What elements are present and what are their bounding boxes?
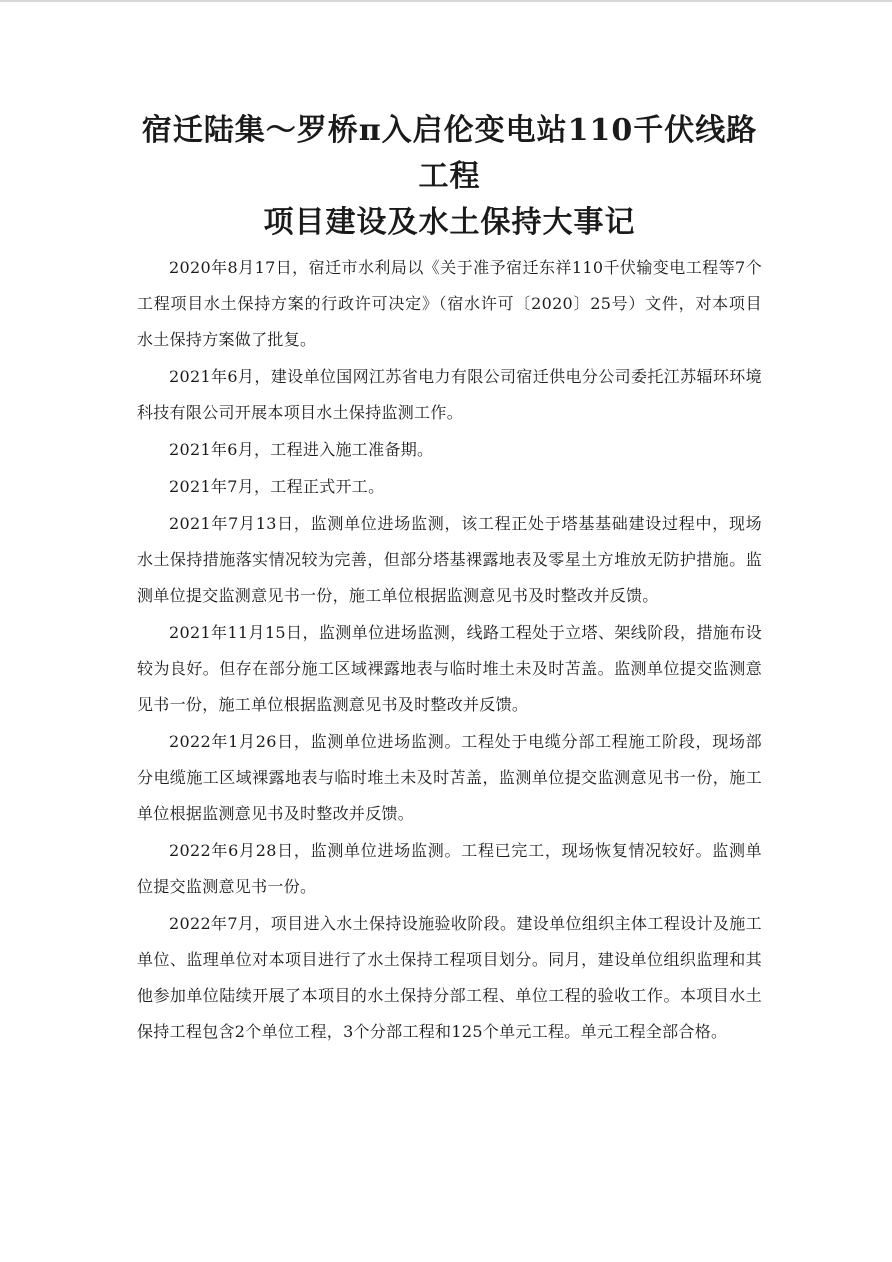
title-line-1: 宿迁陆集～罗桥π入启伦变电站110千伏线路 (141, 113, 758, 148)
paragraph-2: 2021年6月，建设单位国网江苏省电力有限公司宿迁供电分公司委托江苏辐环环境科技有限公司开展本项目水土保持监测工作。 (137, 367, 762, 422)
paragraph-3: 2021年6月，工程进入施工准备期。 (169, 440, 434, 459)
document-title (137, 108, 762, 200)
paragraph-1: 2020年8月17日，宿迁市水利局以《关于准予宿迁东祥110千伏输变电工程等7个工程项目水土保持方案的行政许可决定》（宿水许可〔2020〕25号）文件，对本项目水土保持方案做了批复。 (137, 258, 762, 349)
paragraph-8: 2022年6月28日，监测单位进场监测。工程已完工，现场恢复情况较好。监测单位提交监测意见书一份。 (137, 841, 762, 896)
paragraph-5: 2021年7月13日，监测单位进场监测，该工程正处于塔基基础建设过程中，现场水土保持措施落实情况较为完善，但部分塔基裸露地表及零星土方堆放无防护措施。监测单位提交监测意见书一份，施工单位根据监测意见书及时整改并反馈。 (137, 514, 762, 605)
document-subtitle: 项目建设及水土保持大事记 (263, 205, 636, 240)
paragraph-9: 2022年7月，项目进入水土保持设施验收阶段。建设单位组织主体工程设计及施工单位、监理单位对本项目进行了水土保持工程项目划分。同月，建设单位组织监理和其他参加单位陆续开展了本项目的水土保持分部工程、单位工程的验收工作。本项目水土保持工程包含2个单位工程，3个分部工程和125个单元工程。单元工程全部合格。 (137, 914, 762, 1041)
paragraph-6: 2021年11月15日，监测单位进场监测，线路工程处于立塔、架线阶段，措施布设较为良好。但存在部分施工区域裸露地表与临时堆土未及时苫盖。监测单位提交监测意见书一份，施工单位根据监测意见书及时整改并反馈。 (137, 623, 762, 714)
paragraph-4: 2021年7月，工程正式开工。 (169, 477, 385, 496)
page-top-edge (0, 0, 892, 2)
document-body (137, 250, 762, 1050)
document-page (137, 108, 762, 1051)
title-line-2: 工程 (418, 159, 481, 194)
paragraph-7: 2022年1月26日，监测单位进场监测。工程处于电缆分部工程施工阶段，现场部分电缆施工区域裸露地表与临时堆土未及时苫盖，监测单位提交监测意见书一份，施工单位根据监测意见书及时整改并反馈。 (137, 732, 762, 823)
